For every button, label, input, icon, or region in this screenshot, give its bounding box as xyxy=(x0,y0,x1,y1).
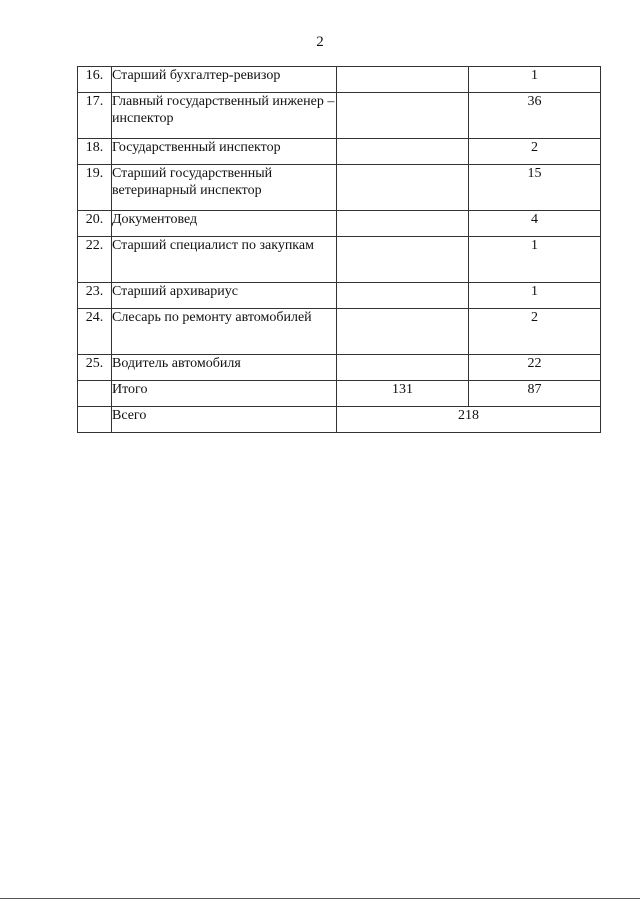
itogo-col4-value: 87 xyxy=(469,381,601,407)
count-cell: 2 xyxy=(469,139,601,165)
row-number: 25. xyxy=(78,355,112,381)
position-name: Старший архивариус xyxy=(112,283,337,309)
row-number: 17. xyxy=(78,93,112,139)
count-cell xyxy=(337,211,469,237)
row-number: 16. xyxy=(78,67,112,93)
vsego-row xyxy=(78,407,601,433)
count-cell xyxy=(337,67,469,93)
position-name: Главный государственный инженер – инспектор xyxy=(112,93,337,139)
table-row xyxy=(78,309,601,355)
count-cell: 1 xyxy=(469,67,601,93)
row-number: 19. xyxy=(78,165,112,211)
count-cell: 15 xyxy=(469,165,601,211)
table-row xyxy=(78,237,601,283)
count-cell: 36 xyxy=(469,93,601,139)
table-row xyxy=(78,67,601,93)
position-name: Старший государственный ветеринарный инспектор xyxy=(112,165,337,211)
row-number: 20. xyxy=(78,211,112,237)
position-name: Старший бухгалтер-ревизор xyxy=(112,67,337,93)
count-cell xyxy=(337,165,469,211)
row-number: 22. xyxy=(78,237,112,283)
row-number: 23. xyxy=(78,283,112,309)
count-cell xyxy=(337,93,469,139)
position-name: Водитель автомобиля xyxy=(112,355,337,381)
row-number: 18. xyxy=(78,139,112,165)
count-cell xyxy=(337,309,469,355)
position-name: Старший специалист по закупкам xyxy=(112,237,337,283)
vsego-total-value: 218 xyxy=(337,407,601,433)
position-name: Государственный инспектор xyxy=(112,139,337,165)
count-cell xyxy=(337,139,469,165)
vsego-label: Всего xyxy=(112,407,337,433)
count-cell: 22 xyxy=(469,355,601,381)
table-row xyxy=(78,211,601,237)
count-cell xyxy=(337,355,469,381)
row-number xyxy=(78,381,112,407)
table-row xyxy=(78,165,601,211)
footer-divider xyxy=(0,898,640,899)
table-row xyxy=(78,283,601,309)
page-number: 2 xyxy=(316,34,324,50)
table-row xyxy=(78,93,601,139)
count-cell xyxy=(337,283,469,309)
itogo-col3-value: 131 xyxy=(337,381,469,407)
table-row xyxy=(78,355,601,381)
count-cell: 1 xyxy=(469,283,601,309)
staffing-table xyxy=(77,66,601,433)
count-cell: 2 xyxy=(469,309,601,355)
count-cell: 1 xyxy=(469,237,601,283)
count-cell xyxy=(337,237,469,283)
row-number: 24. xyxy=(78,309,112,355)
position-name: Документовед xyxy=(112,211,337,237)
table-row xyxy=(78,139,601,165)
position-name: Слесарь по ремонту автомобилей xyxy=(112,309,337,355)
itogo-row xyxy=(78,381,601,407)
itogo-label: Итого xyxy=(112,381,337,407)
row-number xyxy=(78,407,112,433)
count-cell: 4 xyxy=(469,211,601,237)
